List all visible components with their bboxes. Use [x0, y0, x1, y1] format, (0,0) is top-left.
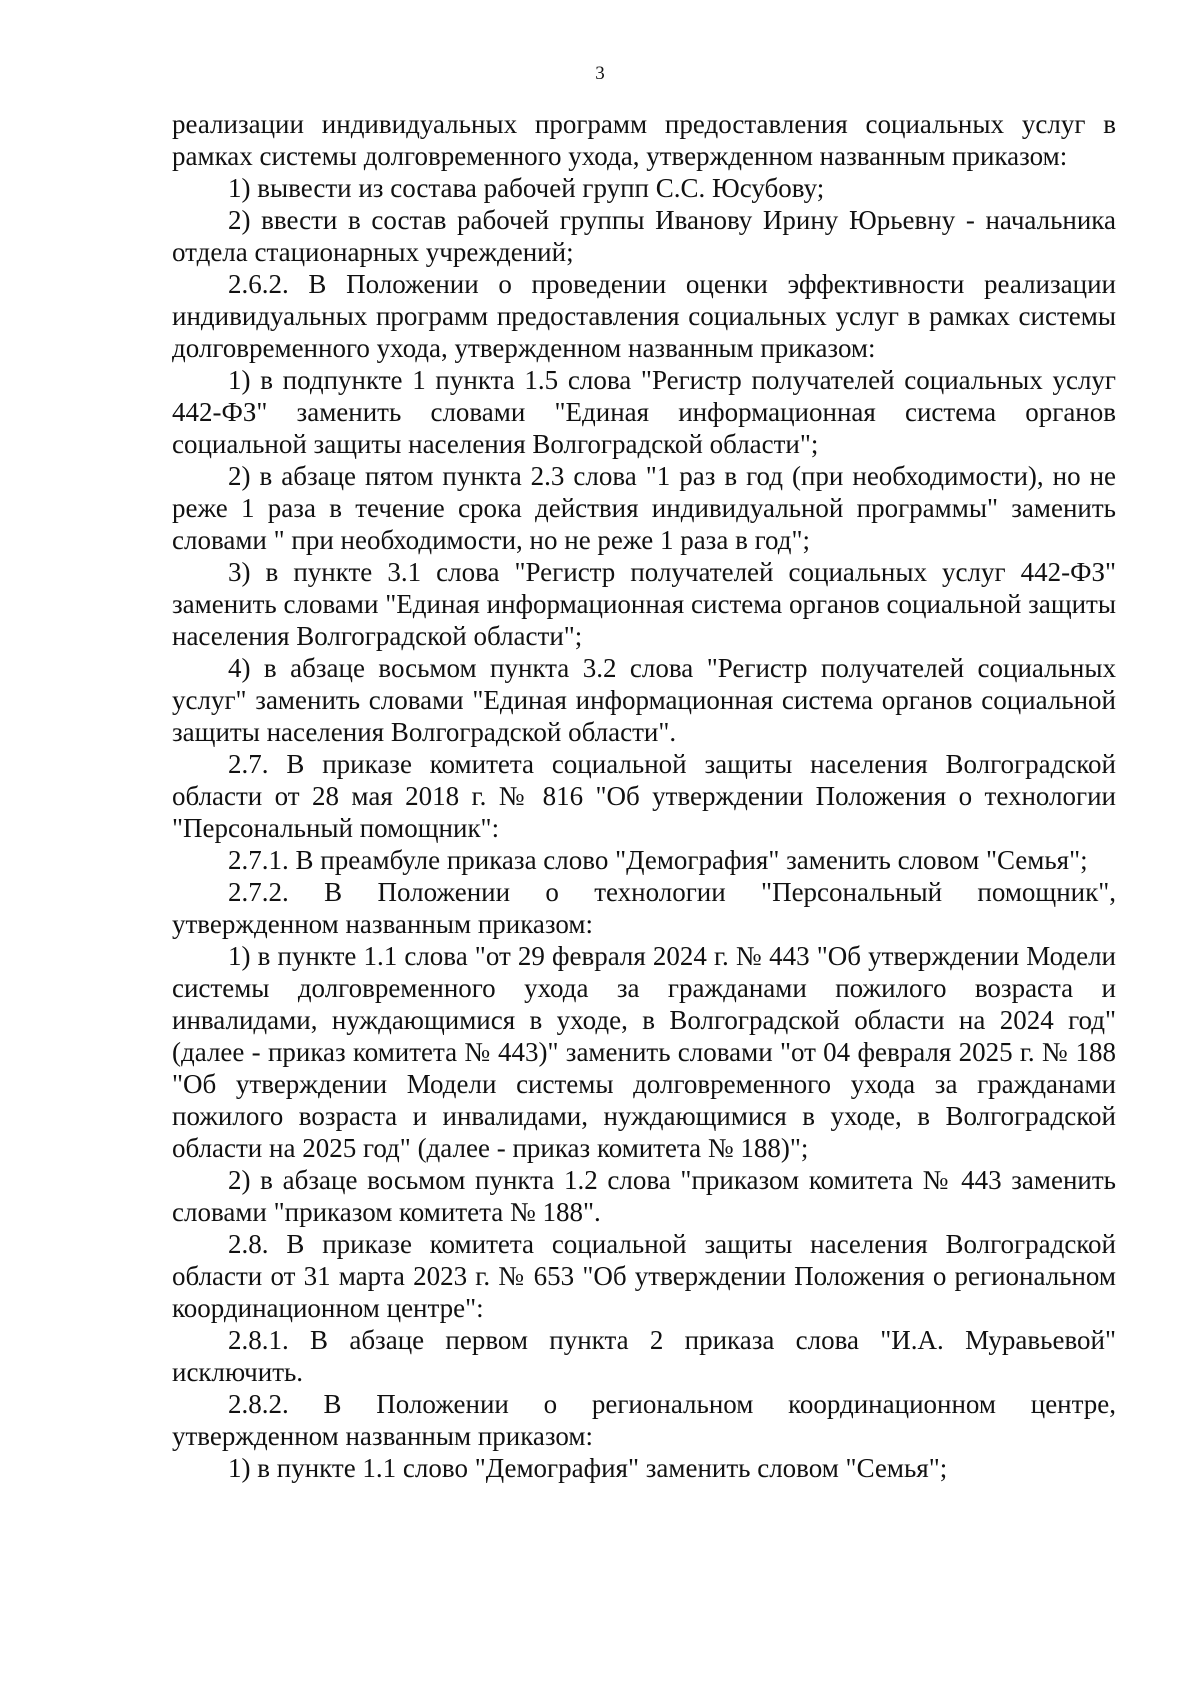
paragraph-item: 1) в подпункте 1 пункта 1.5 слова "Регистр получателей социальных услуг 442-ФЗ" заменить словами "Единая информационная система органов социальной защиты населения Волгоградской области";	[172, 365, 1116, 459]
paragraph-item: 2) в абзаце восьмом пункта 1.2 слова "приказом комитета № 443 заменить словами "приказом комитета № 188".	[172, 1165, 1116, 1227]
paragraph-clause: 2.8. В приказе комитета социальной защиты населения Волгоградской области от 31 марта 2023 г. № 653 "Об утверждении Положения о региональном координационном центре":	[172, 1229, 1116, 1323]
paragraph-item: 4) в абзаце восьмом пункта 3.2 слова "Регистр получателей социальных услуг" заменить словами "Единая информационная система органов социальной защиты населения Волгоградской области".	[172, 653, 1116, 747]
paragraph-clause: 2.8.1. В абзаце первом пункта 2 приказа слова "И.А. Муравьевой" исключить.	[172, 1325, 1116, 1387]
paragraph-continuation: реализации индивидуальных программ предоставления социальных услуг в рамках системы долговременного ухода, утвержденном названным приказом:	[172, 109, 1116, 171]
document-body	[172, 108, 1116, 1484]
paragraph-item: 1) вывести из состава рабочей групп С.С. Юсубову;	[228, 173, 825, 203]
paragraph-item: 3) в пункте 3.1 слова "Регистр получателей социальных услуг 442-ФЗ" заменить словами "Единая информационная система органов социальной защиты населения Волгоградской области";	[172, 557, 1116, 651]
paragraph-item: 1) в пункте 1.1 слова "от 29 февраля 2024 г. № 443 "Об утверждении Модели системы долговременного ухода за гражданами пожилого возраста и инвалидами, нуждающимися в уходе, в Волгоградской области на 2024 год" (далее - приказ комитета № 443)" заменить словами "от 04 февраля 2025 г. № 188 "Об утверждении Модели системы долговременного ухода за гражданами пожилого возраста и инвалидами, нуждающимися в уходе, в Волгоградской области на 2025 год" (далее - приказ комитета № 188)";	[172, 941, 1116, 1163]
paragraph-item: 2) в абзаце пятом пункта 2.3 слова "1 раз в год (при необходимости), но не реже 1 раза в течение срока действия индивидуальной программы" заменить словами " при необходимости, но не реже 1 раза в год";	[172, 461, 1116, 555]
paragraph-clause: 2.7. В приказе комитета социальной защиты населения Волгоградской области от 28 мая 2018 г. № 816 "Об утверждении Положения о технологии "Персональный помощник":	[172, 749, 1116, 843]
paragraph-item: 2) ввести в состав рабочей группы Иванову Ирину Юрьевну - начальника отдела стационарных учреждений;	[172, 205, 1116, 267]
paragraph-clause: 2.8.2. В Положении о региональном координационном центре, утвержденном названным приказом:	[172, 1389, 1116, 1451]
paragraph-clause: 2.7.1. В преамбуле приказа слово "Демография" заменить словом "Семья";	[228, 845, 1088, 875]
page-number: 3	[595, 63, 605, 84]
paragraph-item: 1) в пункте 1.1 слово "Демография" заменить словом "Семья";	[228, 1453, 948, 1483]
paragraph-clause: 2.6.2. В Положении о проведении оценки эффективности реализации индивидуальных программ предоставления социальных услуг в рамках системы долговременного ухода, утвержденном названным приказом:	[172, 269, 1116, 363]
paragraph-clause: 2.7.2. В Положении о технологии "Персональный помощник", утвержденном названным приказом:	[172, 877, 1116, 939]
